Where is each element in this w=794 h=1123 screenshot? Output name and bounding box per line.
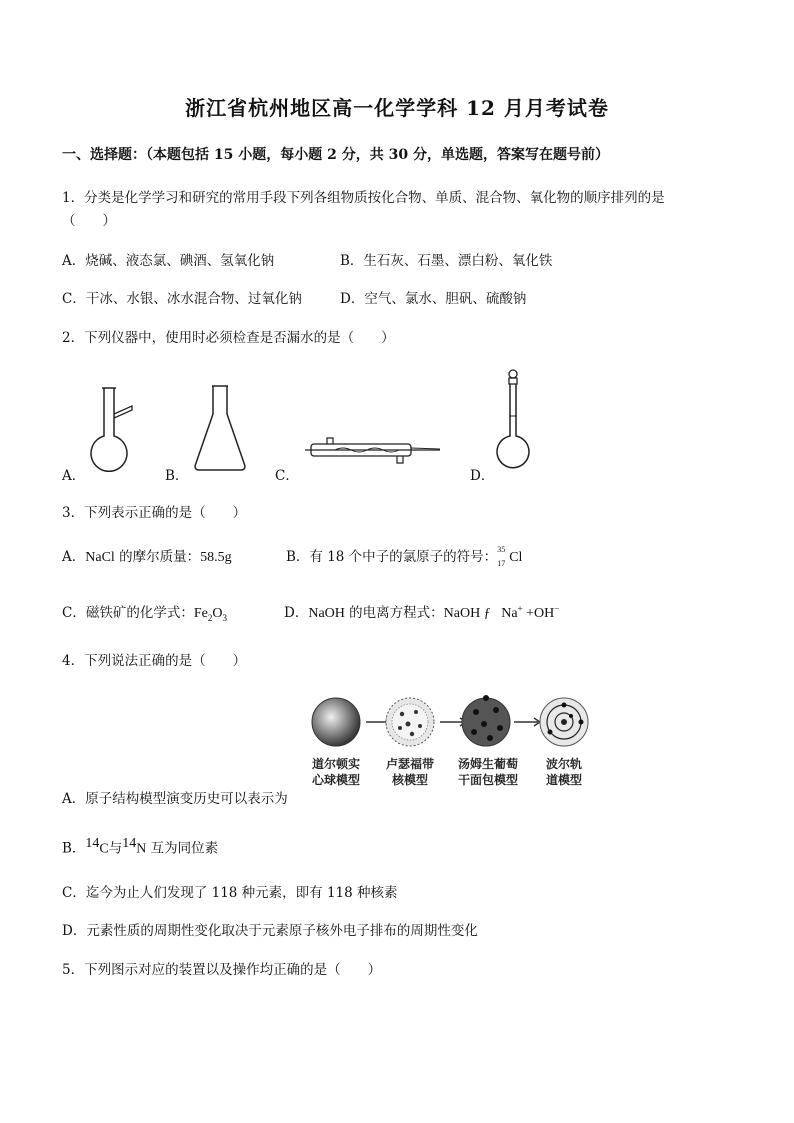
- q1-option-d: D．空气、氯水、胆矾、硫酸钠: [340, 291, 527, 307]
- q3-option-c: C．磁铁矿的化学式：$Fe_2O_3$: [62, 605, 227, 623]
- q4-stem: 4．下列说法正确的是（ ）: [62, 653, 247, 669]
- q4-option-c: C．迄今为止人们发现了 118 种元素，即有 118 种核素: [62, 885, 398, 901]
- q1-option-a: A．烧碱、液态氯、碘酒、氢氧化钠: [62, 253, 275, 269]
- q5-stem: 5．下列图示对应的装置以及操作均正确的是（ ）: [62, 962, 382, 978]
- rutherford-label-line2: 核模型: [391, 773, 429, 787]
- bohr-model-icon: [540, 698, 588, 746]
- condenser-icon: [305, 436, 445, 466]
- page-title: 浙江省杭州地区高一化学学科 12 月月考试卷: [185, 96, 609, 120]
- dalton-model-icon: [312, 698, 360, 746]
- atomic-model-evolution-diagram: [306, 688, 600, 798]
- thomson-label-line2: 干面包模型: [457, 773, 519, 787]
- q3-option-d: D．NaOH 的电离方程式：NaOH ƒ Na+ +OH−: [284, 603, 560, 621]
- q4-option-d: D．元素性质的周期性变化取决于元素原子核外电子排布的周期性变化: [62, 923, 478, 939]
- q3-option-b: B．有 18 个中子的氯原子的符号： 35 17 Cl: [286, 545, 523, 568]
- q4-option-a: A．原子结构模型演变历史可以表示为: [62, 791, 288, 807]
- dalton-label-line2: 心球模型: [311, 773, 361, 787]
- rutherford-label-line1: 卢瑟福带: [385, 757, 435, 771]
- arrow-icon: [514, 718, 540, 726]
- volumetric-flask-icon: [494, 368, 534, 474]
- distillation-flask-icon: [86, 384, 136, 474]
- q3-option-a: A．NaCl 的摩尔质量：58.5g: [62, 549, 232, 565]
- q1-stem-line2: （ ）: [62, 213, 116, 229]
- rutherford-model-icon: [386, 698, 434, 746]
- q2-option-a: A．: [62, 468, 86, 484]
- q1-stem-line1: 1．分类是化学学习和研究的常用手段下列各组物质按化合物、单质、混合物、氧化物的顺序排列的是: [62, 190, 665, 206]
- section-heading: 一、选择题：（本题包括 15 小题，每小题 2 分，共 30 分，单选题，答案写在题号前）: [62, 147, 609, 163]
- bohr-label-line1: 波尔轨: [545, 757, 583, 771]
- q2-stem: 2．下列仪器中，使用时必须检查是否漏水的是（ ）: [62, 330, 395, 346]
- q1-option-c: C．干冰、水银、冰水混合物、过氧化钠: [62, 291, 302, 307]
- q2-option-b: B．: [165, 468, 189, 484]
- dalton-label-line1: 道尔顿实: [311, 757, 361, 771]
- q2-option-d: D．: [470, 468, 495, 484]
- q1-option-b: B．生石灰、石墨、漂白粉、氧化铁: [340, 253, 553, 269]
- q3-stem: 3．下列表示正确的是（ ）: [62, 505, 247, 521]
- thomson-label-line1: 汤姆生葡萄: [457, 757, 519, 771]
- thomson-model-icon: [462, 695, 510, 746]
- bohr-label-line2: 道模型: [545, 773, 583, 787]
- conical-flask-icon: [192, 384, 248, 474]
- q2-option-c: C．: [275, 468, 299, 484]
- q4-option-b: B．$^{14}$C与$^{14}$N 互为同位素: [62, 836, 219, 857]
